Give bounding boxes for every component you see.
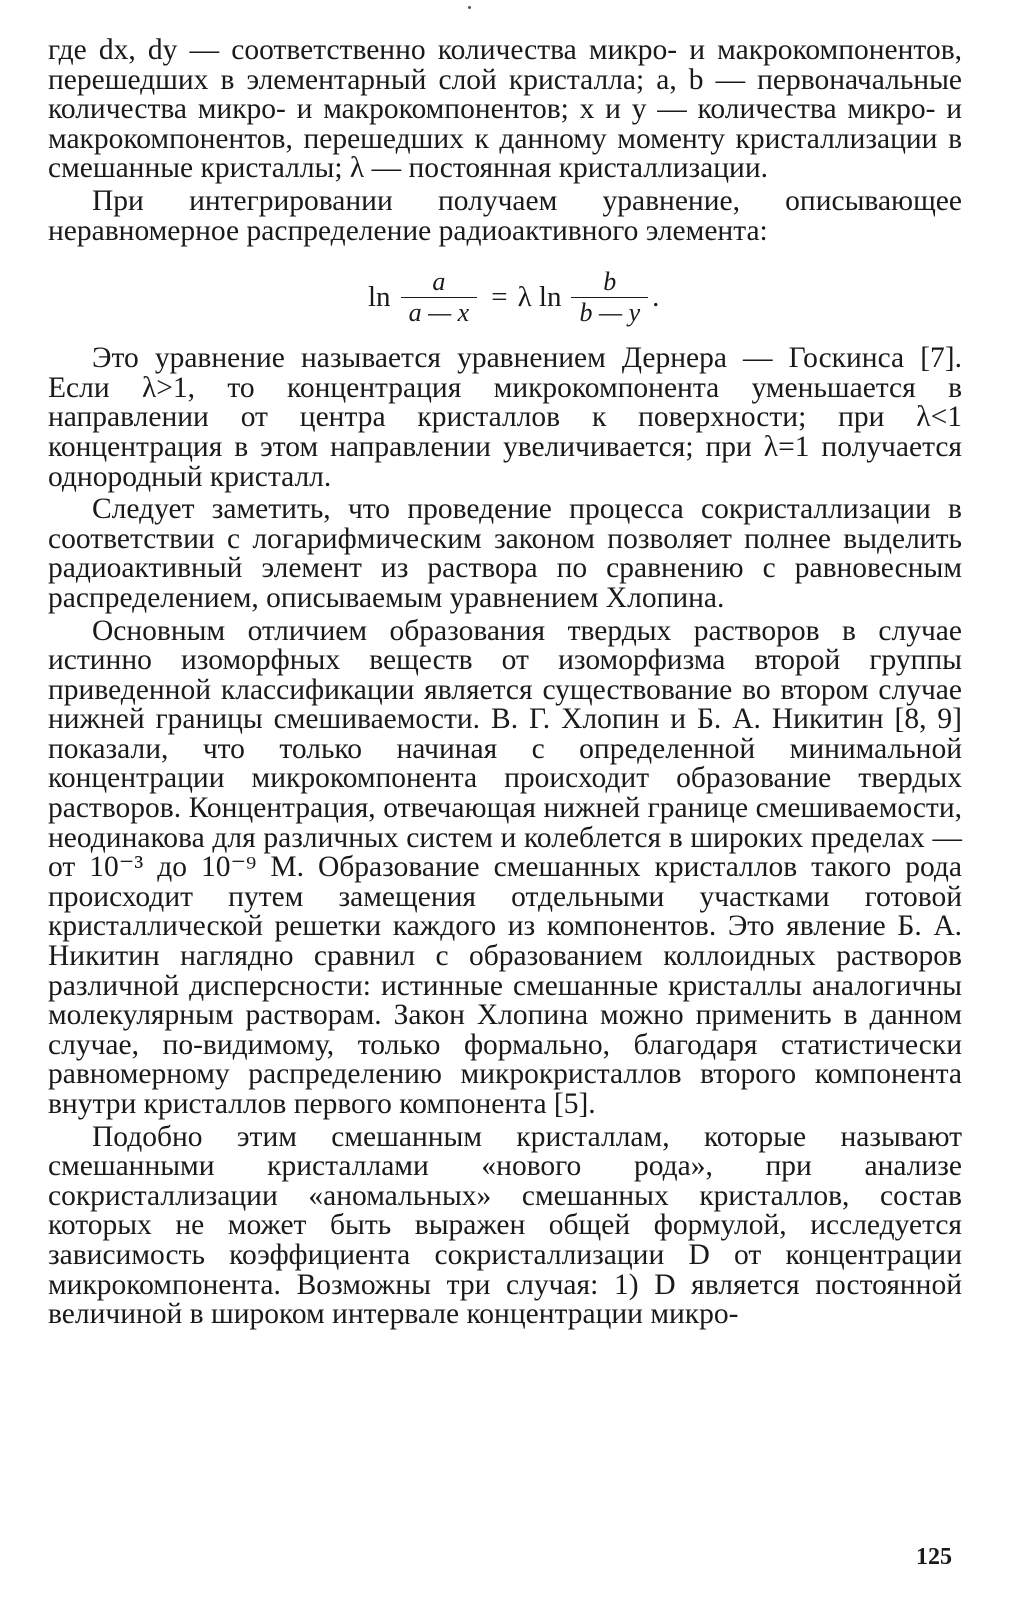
paragraph-integration: При интегрировании получаем уравнение, описывающее неравномерное распределение радиоактивного элемента: <box>48 184 962 247</box>
equation-period: . <box>652 280 660 313</box>
page-body <box>48 36 962 1333</box>
paragraph-continuation: где dx, dy — соответственно количества микро- и макрокомпонентов, перешедших в элементарный слой кристалла; a, b — первоначальные количества микро- и макрокомпонентов; x и y — количества микро- и макрокомпонентов, перешедших к данному моменту кристаллизации в смешанные кристаллы; λ — постоянная кристаллизации. <box>48 34 962 185</box>
fraction-numerator: b <box>603 266 617 296</box>
equation-derner-hoskins <box>48 256 962 338</box>
fraction-denominator: b — y <box>579 297 641 327</box>
equation-equals: = <box>491 280 508 313</box>
paragraph-derner-hoskins: Это уравнение называется уравнением Дернера — Госкинса [7]. Если λ>1, то концентрация микрокомпонента уменьшается в направлении от центра кристаллов к поверхности; при λ<1 концентрация в этом направлении увеличивается; при λ=1 получается однородный кристалл. <box>48 342 962 493</box>
fraction-numerator: a <box>432 266 446 296</box>
scan-dot <box>468 6 471 9</box>
paragraph-isomorphism: Основным отличием образования твердых растворов в случае истинно изоморфных веществ от изоморфизма второй группы приведенной классификации является существование во втором случае нижней границы смешиваемости. В. Г. Хлопин и Б. А. Никитин [8, 9] показали, что только начиная с определенной минимальной концентрации микрокомпонента происходит образование твердых растворов. Концентрация, отвечающая нижней границе смешиваемости, неодинакова для различных систем и колеблется в широких пределах — от 10⁻³ до 10⁻⁹ M. Образование смешанных кристаллов такого рода происходит путем замещения отдельными участками готовой кристаллической решетки каждого из компонентов. Это явление Б. А. Никитин наглядно сравнил с образованием коллоидных растворов различной дисперсности: истинные смешанные кристаллы аналогичны молекулярным растворам. Закон Хлопина можно применить в данном случае, по-видимому, только формально, благодаря статистически равномерному распределению микрокристаллов второго компонента внутри кристаллов первого компонента [5]. <box>48 614 962 1120</box>
paragraph-logarithmic-law: Следует заметить, что проведение процесса сокристаллизации в соответствии с логарифмическим законом позволяет полнее выделить радиоактивный элемент из раствора по сравнению с равновесным распределением, описываемым уравнением Хлопина. <box>48 493 962 614</box>
page-number: 125 <box>916 1544 952 1570</box>
equation-fraction-right <box>571 267 648 328</box>
equation-ln-left: ln <box>368 280 391 313</box>
equation-fraction-left <box>401 267 478 328</box>
paragraph-anomalous-crystals: Подобно этим смешанным кристаллам, которые называют смешанными кристаллами «нового рода», при анализе сокристаллизации «аномальных» смешанных кристаллов, состав которых не может быть выражен общей формулой, исследуется зависимость коэффициента сокристаллизации D от концентрации микрокомпонента. Возможны три случая: 1) D является постоянной величиной в широком интервале концентрации микро- <box>48 1120 962 1331</box>
fraction-denominator: a — x <box>408 297 470 327</box>
equation-lambda-ln: λ ln <box>517 280 562 313</box>
